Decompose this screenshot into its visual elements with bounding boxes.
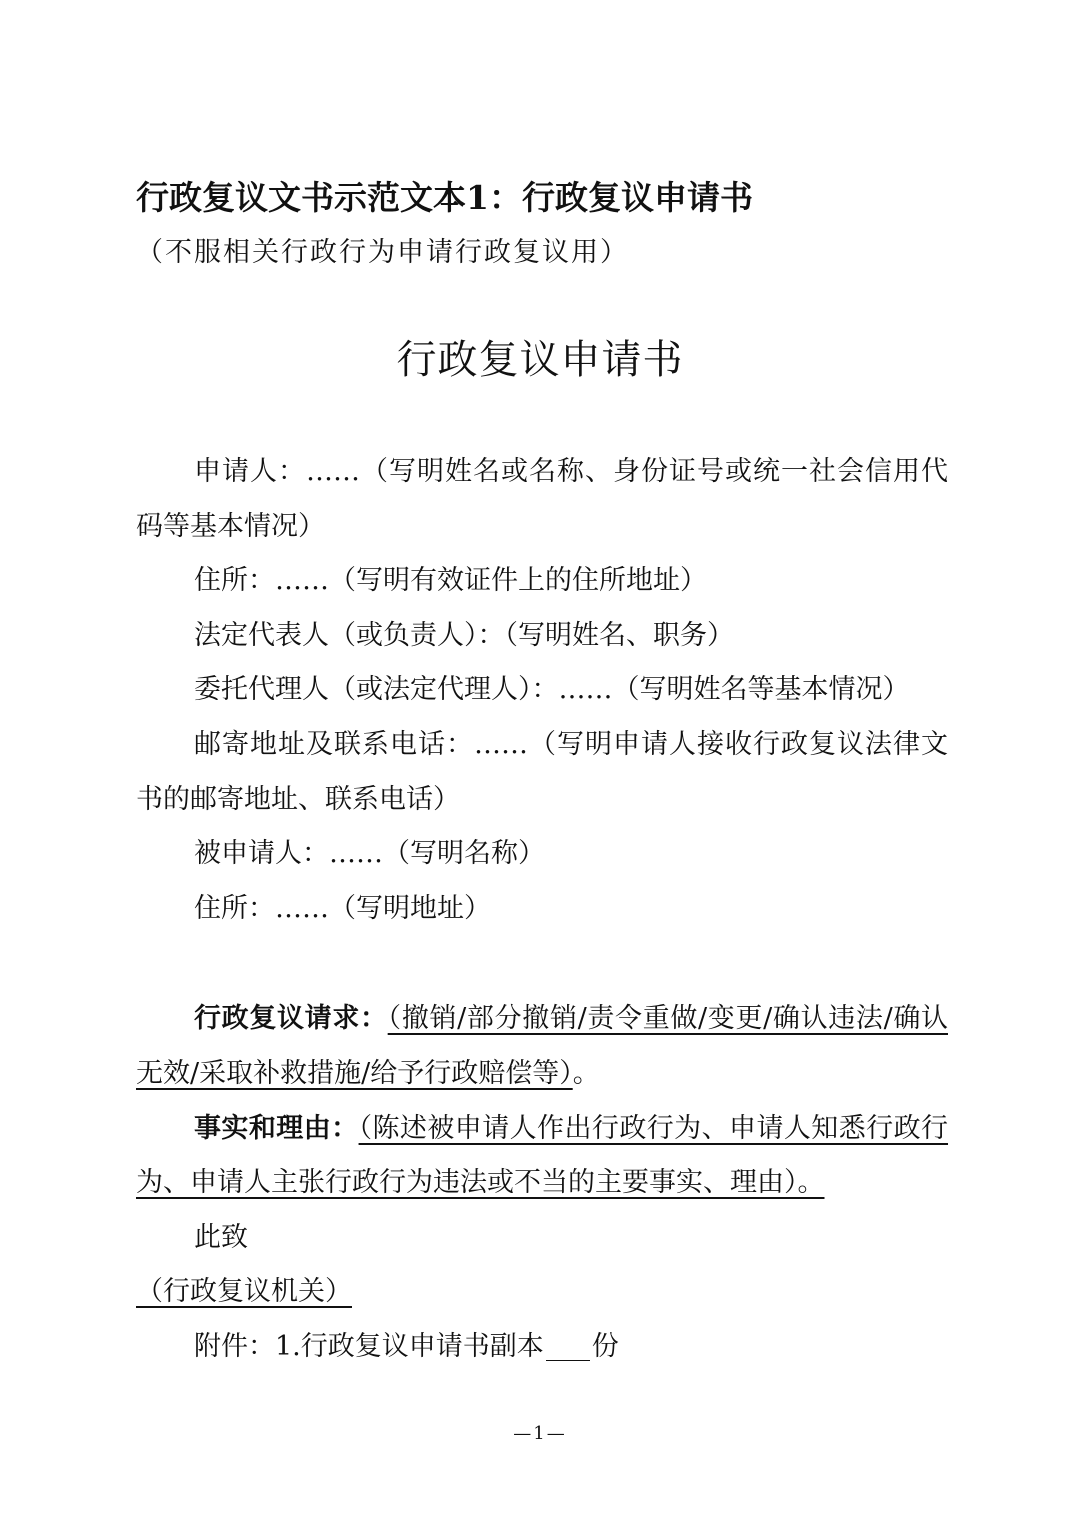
agent-value: ……（写明姓名等基本情况） bbox=[558, 674, 910, 706]
respondent-residence-value: ……（写明地址） bbox=[275, 892, 491, 924]
respondent-line bbox=[136, 827, 948, 882]
template-subtitle: （不服相关行政行为申请行政复议用） bbox=[136, 237, 629, 268]
agent-label: 委托代理人（或法定代理人）： bbox=[194, 674, 559, 706]
mailing-line bbox=[136, 718, 948, 827]
legal-rep-line bbox=[136, 609, 948, 664]
page-number: —1— bbox=[513, 1423, 567, 1444]
applicant-line bbox=[136, 445, 948, 554]
attachment-item: 1.行政复议申请书副本 bbox=[275, 1330, 544, 1362]
request-label: 行政复议请求： bbox=[194, 1003, 388, 1035]
copies-blank bbox=[546, 1333, 590, 1361]
salutation-line: 此致 bbox=[194, 1221, 248, 1253]
respondent-residence-line bbox=[136, 882, 948, 937]
request-end: 。 bbox=[572, 1057, 600, 1089]
mailing-value: ……（写明申请人接收行政复议法律文书的邮寄地址、联系电话） bbox=[136, 728, 948, 815]
recipient-line bbox=[136, 1265, 948, 1320]
respondent-residence-label: 住所： bbox=[194, 892, 275, 924]
attachment-unit: 份 bbox=[591, 1330, 619, 1362]
facts-line bbox=[136, 1102, 948, 1211]
facts-value: （陈述被申请人作出行政行为、申请人知悉行政行为、申请人主张行政行为违法或不当的主要事实、理由）。 bbox=[136, 1112, 949, 1199]
respondent-label: 被申请人： bbox=[194, 838, 329, 870]
legal-rep-value: （写明姓名、职务） bbox=[504, 619, 734, 651]
form-body bbox=[136, 445, 948, 1375]
respondent-value: ……（写明名称） bbox=[329, 838, 545, 870]
residence-value: ……（写明有效证件上的住所地址） bbox=[275, 565, 707, 597]
recipient-value: （行政复议机关） bbox=[136, 1276, 352, 1308]
request-value: （撤销/部分撤销/责令重做/变更/确认违法/确认无效/采取补救措施/给予行政赔偿等） bbox=[136, 1003, 948, 1089]
residence-label: 住所： bbox=[194, 565, 275, 597]
applicant-label: 申请人： bbox=[194, 456, 306, 487]
legal-rep-label: 法定代表人（或负责人）： bbox=[194, 619, 505, 651]
attachment-label: 附件： bbox=[194, 1330, 275, 1362]
agent-line bbox=[136, 663, 948, 718]
attachment-line bbox=[136, 1320, 948, 1375]
facts-label: 事实和理由： bbox=[194, 1112, 359, 1144]
template-title: 行政复议文书示范文本1：行政复议申请书 bbox=[136, 178, 753, 217]
applicant-value: ……（写明姓名或名称、身份证号或统一社会信用代码等基本情况） bbox=[136, 456, 948, 542]
request-line bbox=[136, 992, 948, 1101]
form-title: 行政复议申请书 bbox=[396, 337, 684, 383]
residence-line bbox=[136, 554, 948, 609]
section-spacer bbox=[136, 936, 948, 992]
mailing-label: 邮寄地址及联系电话： bbox=[194, 728, 474, 760]
